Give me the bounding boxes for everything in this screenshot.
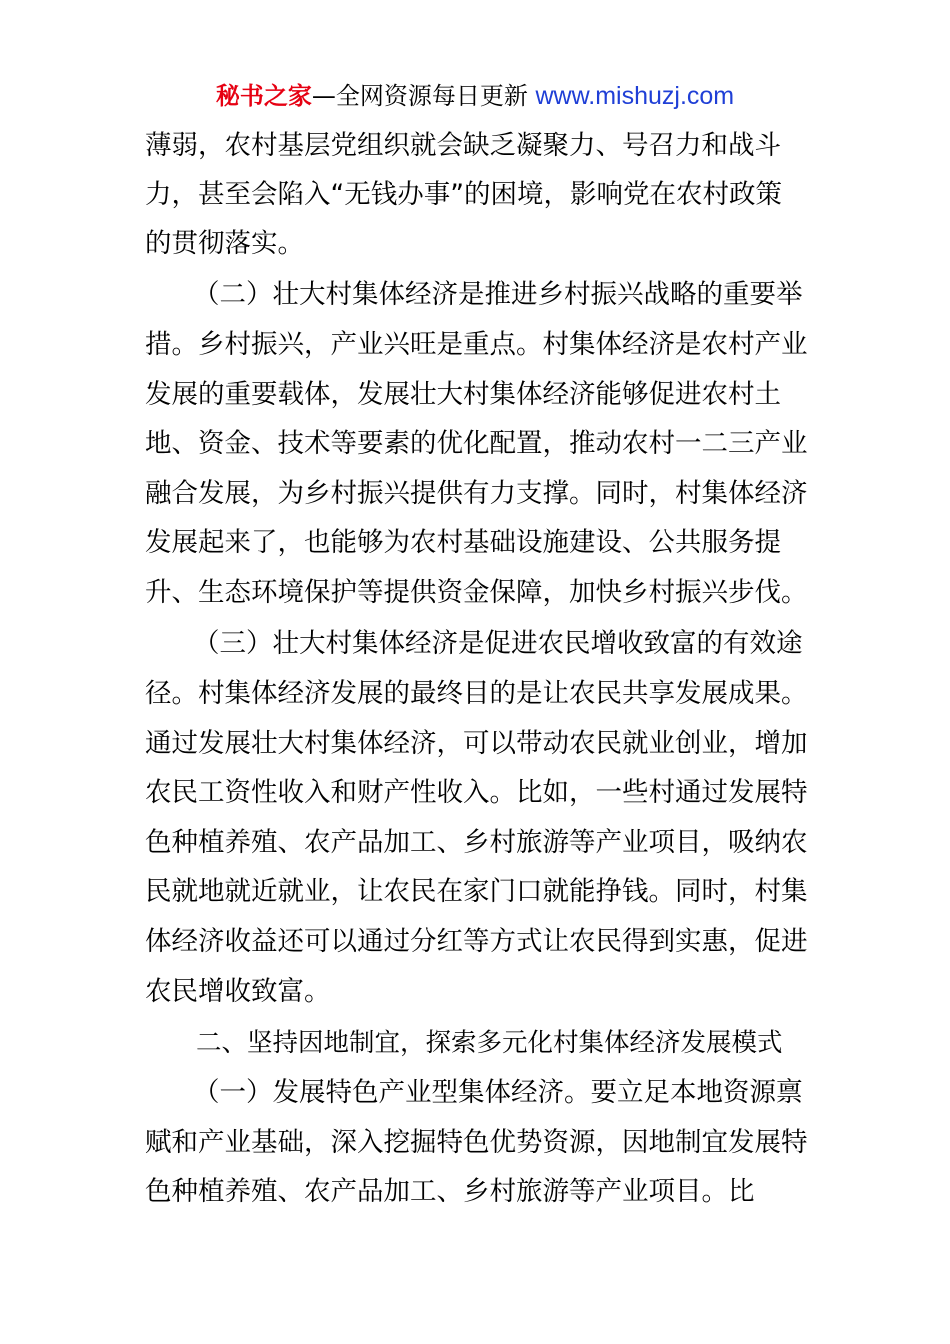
paragraph-heading-line: （三）壮大村集体经济是促进农民增收致富的有效途 — [193, 628, 803, 659]
text-line: 的贯彻落实。 — [145, 228, 304, 259]
text-line: 通过发展壮大村集体经济，可以带动农民就业创业，增加 — [145, 728, 808, 759]
text-line: 赋和产业基础，深入挖掘特色优势资源，因地制宜发展特 — [145, 1127, 808, 1158]
text-line: 融合发展，为乡村振兴提供有力支撑。同时，村集体经济 — [145, 478, 808, 509]
text-line: 发展起来了，也能够为农村基础设施建设、公共服务提 — [145, 527, 781, 558]
site-header — [0, 80, 950, 112]
site-url[interactable]: www.mishuzj.com — [535, 82, 735, 110]
text-line: 民就地就近就业，让农民在家门口就能挣钱。同时，村集 — [145, 876, 808, 907]
header-tagline: —全网资源每日更新 — [311, 82, 528, 110]
text-line: 地、资金、技术等要素的优化配置，推动农村一二三产业 — [145, 428, 808, 459]
text-line: 措。乡村振兴，产业兴旺是重点。村集体经济是农村产业 — [145, 329, 808, 360]
text-line: 体经济收益还可以通过分红等方式让农民得到实惠，促进 — [145, 926, 808, 957]
text-line: 径。村集体经济发展的最终目的是让农民共享发展成果。 — [145, 678, 808, 709]
paragraph-heading-line: （一）发展特色产业型集体经济。要立足本地资源禀 — [193, 1077, 803, 1108]
text-line: 农民增收致富。 — [145, 976, 331, 1007]
text-line: 色种植养殖、农产品加工、乡村旅游等产业项目，吸纳农 — [145, 827, 808, 858]
text-line: 薄弱，农村基层党组织就会缺乏凝聚力、号召力和战斗 — [145, 130, 781, 161]
text-line: 色种植养殖、农产品加工、乡村旅游等产业项目。比 — [145, 1176, 755, 1207]
text-line: 力，甚至会陷入“无钱办事”的困境，影响党在农村政策 — [145, 179, 782, 210]
text-line: 农民工资性收入和财产性收入。比如，一些村通过发展特 — [145, 777, 808, 808]
text-line: 升、生态环境保护等提供资金保障，加快乡村振兴步伐。 — [145, 577, 808, 608]
section-heading: 二、坚持因地制宜，探索多元化村集体经济发展模式 — [196, 1028, 783, 1058]
brand-name: 秘书之家 — [215, 82, 312, 110]
text-line: 发展的重要载体，发展壮大村集体经济能够促进农村土 — [145, 379, 781, 410]
paragraph-heading-line: （二）壮大村集体经济是推进乡村振兴战略的重要举 — [193, 279, 803, 310]
